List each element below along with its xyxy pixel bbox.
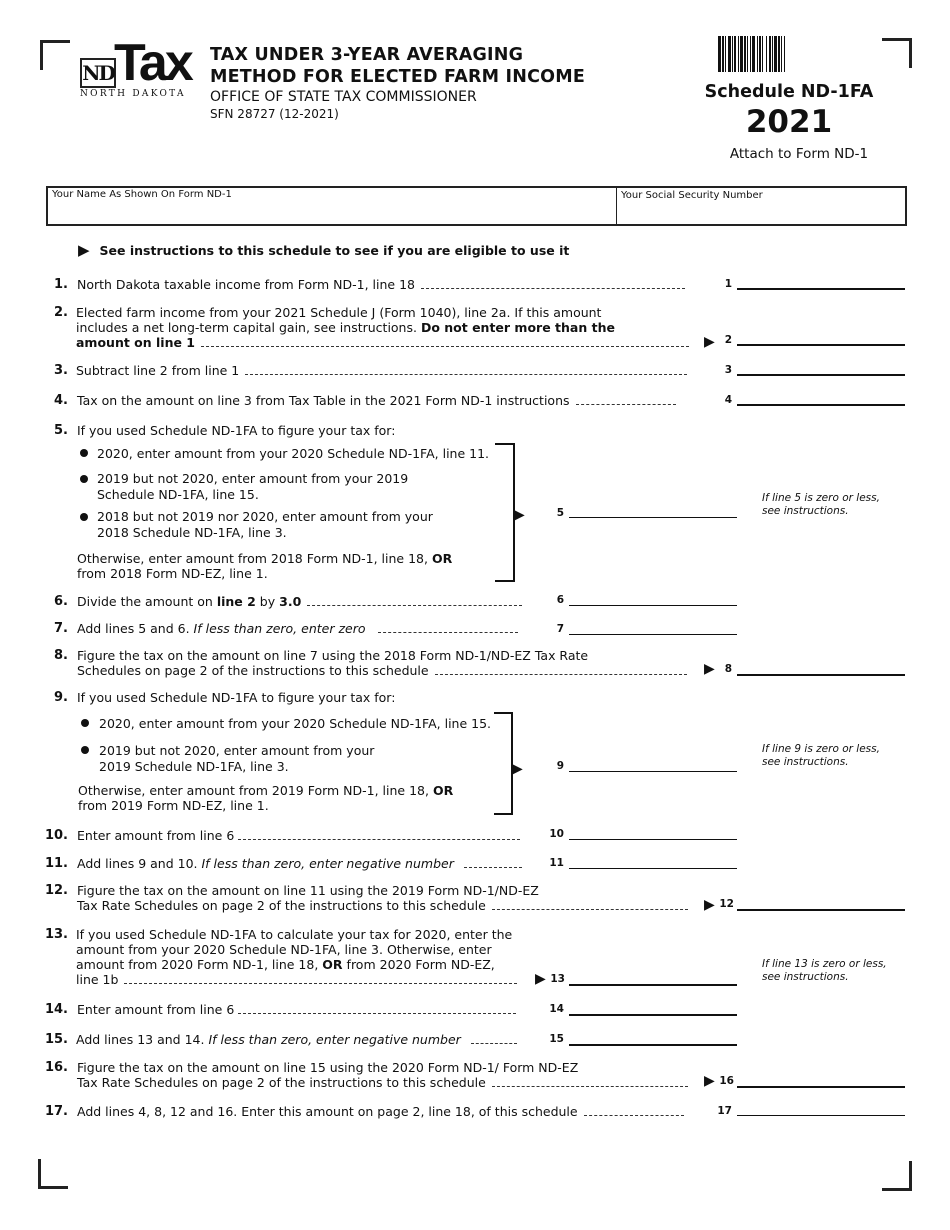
line-8-text-a: Figure the tax on the amount on line 7 using the 2018 Form ND-1/ND-EZ Tax Rate — [77, 648, 589, 663]
line-1-label: 1 — [724, 278, 732, 290]
line-12-text-b: Tax Rate Schedules on page 2 of the instructions to this schedule — [77, 898, 688, 913]
line-9-otherwise-a: Otherwise, enter amount from 2019 Form ND-1, line 18, OR — [78, 783, 454, 798]
line-8-input[interactable] — [737, 674, 905, 676]
name-field[interactable] — [50, 202, 612, 224]
crop-mark-bottom-right — [882, 1161, 912, 1191]
sfn-number: SFN 28727 (12-2021) — [210, 107, 339, 121]
line-9-otherwise-b: from 2019 Form ND-EZ, line 1. — [78, 798, 269, 813]
line-6-input[interactable] — [569, 605, 737, 606]
line-13-arrow-icon: ▶ — [535, 971, 546, 987]
line-8-arrow-icon: ▶ — [704, 661, 715, 677]
line-17-input[interactable] — [737, 1115, 905, 1116]
line-13-text-a: If you used Schedule ND-1FA to calculate your tax for 2020, enter the — [76, 927, 513, 942]
line-5-label: 5 — [556, 507, 564, 519]
form-title-line1: TAX UNDER 3-YEAR AVERAGING — [210, 45, 524, 65]
line-10-number: 10. — [44, 828, 68, 843]
logo-nd: ND — [80, 58, 116, 88]
line-7-text: Add lines 5 and 6. If less than zero, enter zero — [77, 621, 518, 636]
bullet-icon — [81, 746, 89, 754]
line-9-note-b: see instructions. — [762, 756, 849, 768]
line-7-input[interactable] — [569, 634, 737, 635]
line-7-label: 7 — [556, 623, 564, 635]
line-4-number: 4. — [54, 393, 68, 408]
line-14-number: 14. — [44, 1002, 68, 1017]
line-12-input[interactable] — [737, 909, 905, 911]
logo-tax: Tax — [114, 34, 191, 92]
line-11-input[interactable] — [569, 868, 737, 869]
line-16-number: 16. — [44, 1060, 68, 1075]
line-5-otherwise-a: Otherwise, enter amount from 2018 Form ND-1, line 18, OR — [77, 551, 453, 566]
line-13-note-b: see instructions. — [762, 971, 849, 983]
line-13-text-b: amount from your 2020 Schedule ND-1FA, line 3. Otherwise, enter — [76, 942, 492, 957]
line-13-input[interactable] — [569, 984, 737, 986]
line-5-option-2019-a: 2019 but not 2020, enter amount from your 2019 — [97, 471, 409, 486]
line-5-note-b: see instructions. — [762, 505, 849, 517]
line-7-number: 7. — [54, 621, 68, 636]
line-5-option-2020: 2020, enter amount from your 2020 Schedule ND-1FA, line 11. — [97, 446, 490, 461]
bullet-icon — [80, 513, 88, 521]
pointer-triangle-icon: ▶ — [78, 241, 90, 259]
line-16-arrow-icon: ▶ — [704, 1073, 715, 1089]
attach-note: Attach to Form ND-1 — [729, 146, 869, 162]
line-9-text: If you used Schedule ND-1FA to figure your tax for: — [77, 690, 396, 705]
line-3-number: 3. — [54, 363, 68, 378]
line-2-text-a: Elected farm income from your 2021 Schedule J (Form 1040), line 2a. If this amount — [76, 305, 602, 320]
line-9-input[interactable] — [569, 771, 737, 772]
eligibility-instruction: ▶ See instructions to this schedule to see if you are eligible to use it — [78, 241, 570, 259]
line-6-label: 6 — [556, 594, 564, 606]
line-12-number: 12. — [44, 883, 68, 898]
logo-state: NORTH DAKOTA — [80, 89, 186, 99]
tax-year: 2021 — [745, 104, 833, 140]
taxpayer-info-box — [46, 186, 907, 226]
line-2-arrow-icon: ▶ — [704, 334, 715, 350]
line-9-option-2019-a: 2019 but not 2020, enter amount from your — [99, 743, 375, 758]
line-5-option-2019-b: Schedule ND-1FA, line 15. — [97, 487, 259, 502]
line-17-label: 17 — [717, 1105, 732, 1117]
line-15-text: Add lines 13 and 14. If less than zero, enter negative number — [76, 1032, 517, 1047]
line-4-label: 4 — [724, 394, 732, 406]
bullet-icon — [80, 449, 88, 457]
line-14-text: Enter amount from line 6 — [77, 1002, 516, 1017]
line-3-label: 3 — [724, 364, 732, 376]
office-name: OFFICE OF STATE TAX COMMISSIONER — [210, 89, 477, 105]
line-15-input[interactable] — [569, 1044, 737, 1046]
ssn-field[interactable] — [620, 202, 904, 224]
line-10-text: Enter amount from line 6 — [77, 828, 520, 843]
info-divider — [616, 188, 617, 224]
line-16-input[interactable] — [737, 1086, 905, 1088]
line-1-number: 1. — [54, 277, 68, 292]
line-2-text-b: includes a net long-term capital gain, see instructions. Do not enter more than the — [76, 320, 615, 335]
line-14-input[interactable] — [569, 1014, 737, 1016]
line-5-option-2018-b: 2018 Schedule ND-1FA, line 3. — [97, 525, 287, 540]
line-6-text: Divide the amount on line 2 by 3.0 — [77, 594, 522, 609]
line-5-text: If you used Schedule ND-1FA to figure your tax for: — [77, 423, 396, 438]
line-13-note-a: If line 13 is zero or less, — [762, 958, 887, 970]
crop-mark-top-right — [882, 38, 912, 68]
bullet-icon — [80, 475, 88, 483]
line-13-text-c: amount from 2020 Form ND-1, line 18, OR from 2020 Form ND-EZ, — [76, 957, 495, 972]
line-9-bracket — [494, 712, 513, 815]
line-8-label: 8 — [724, 663, 732, 675]
line-9-number: 9. — [54, 690, 68, 705]
line-12-arrow-icon: ▶ — [704, 897, 715, 913]
line-9-label: 9 — [556, 760, 564, 772]
line-6-number: 6. — [54, 594, 68, 609]
barcode — [718, 36, 858, 72]
line-4-text: Tax on the amount on line 3 from Tax Table in the 2021 Form ND-1 instructions — [77, 393, 676, 408]
form-title-line2: METHOD FOR ELECTED FARM INCOME — [210, 67, 585, 87]
line-1-text: North Dakota taxable income from Form ND-1, line 18 — [77, 277, 685, 292]
line-13-label: 13 — [550, 973, 565, 985]
line-2-number: 2. — [54, 305, 68, 320]
line-9-option-2020: 2020, enter amount from your 2020 Schedule ND-1FA, line 15. — [99, 716, 492, 731]
line-2-label: 2 — [724, 334, 732, 346]
schedule-name: Schedule ND-1FA — [704, 82, 874, 102]
line-17-text: Add lines 4, 8, 12 and 16. Enter this amount on page 2, line 18, of this schedule — [77, 1104, 684, 1119]
line-5-otherwise-b: from 2018 Form ND-EZ, line 1. — [77, 566, 268, 581]
line-16-text-a: Figure the tax on the amount on line 15 using the 2020 Form ND-1/ Form ND-EZ — [77, 1060, 579, 1075]
line-15-number: 15. — [44, 1032, 68, 1047]
line-12-text-a: Figure the tax on the amount on line 11 using the 2019 Form ND-1/ND-EZ — [77, 883, 539, 898]
line-15-label: 15 — [549, 1033, 564, 1045]
line-11-text: Add lines 9 and 10. If less than zero, enter negative number — [77, 856, 522, 871]
line-5-arrow-icon: ▶ — [514, 507, 525, 523]
line-9-option-2019-b: 2019 Schedule ND-1FA, line 3. — [99, 759, 289, 774]
line-17-number: 17. — [44, 1104, 68, 1119]
line-16-label: 16 — [719, 1075, 734, 1087]
line-2-text-c: amount on line 1 — [76, 335, 689, 350]
line-5-note-a: If line 5 is zero or less, — [762, 492, 880, 504]
line-9-note-a: If line 9 is zero or less, — [762, 743, 880, 755]
line-8-text-b: Schedules on page 2 of the instructions to this schedule — [77, 663, 687, 678]
line-10-label: 10 — [549, 828, 564, 840]
line-11-label: 11 — [549, 857, 564, 869]
name-label: Your Name As Shown On Form ND-1 — [52, 189, 232, 200]
line-3-text: Subtract line 2 from line 1 — [76, 363, 687, 378]
crop-mark-top-left — [40, 40, 70, 70]
bullet-icon — [81, 719, 89, 727]
line-16-text-b: Tax Rate Schedules on page 2 of the instructions to this schedule — [77, 1075, 688, 1090]
line-5-bracket — [495, 443, 515, 582]
line-1-input[interactable] — [737, 288, 905, 290]
line-10-input[interactable] — [569, 839, 737, 840]
line-5-input[interactable] — [569, 517, 737, 518]
line-8-number: 8. — [54, 648, 68, 663]
line-9-arrow-icon: ▶ — [512, 761, 523, 777]
line-5-number: 5. — [54, 423, 68, 438]
line-2-input[interactable] — [737, 344, 905, 346]
line-5-option-2018-a: 2018 but not 2019 nor 2020, enter amount from your — [97, 509, 433, 524]
line-4-input[interactable] — [737, 404, 905, 406]
line-11-number: 11. — [44, 856, 68, 871]
line-3-input[interactable] — [737, 374, 905, 376]
line-12-label: 12 — [719, 898, 734, 910]
line-13-text-d: line 1b — [76, 972, 517, 987]
ssn-label: Your Social Security Number — [621, 190, 763, 201]
line-13-number: 13. — [44, 927, 68, 942]
line-14-label: 14 — [549, 1003, 564, 1015]
crop-mark-bottom-left — [38, 1159, 68, 1189]
